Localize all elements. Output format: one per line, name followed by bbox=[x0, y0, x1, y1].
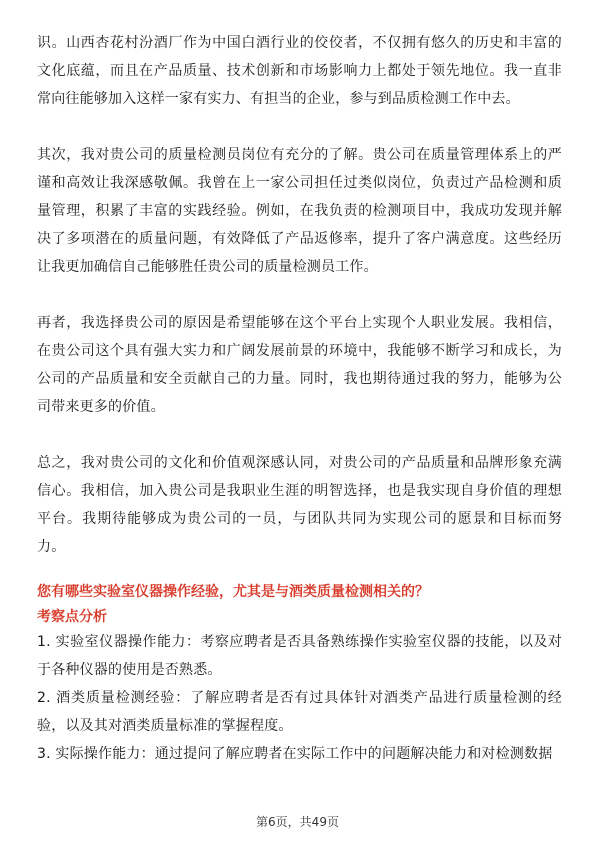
page-content bbox=[37, 29, 562, 768]
analysis-heading: 考察点分析 bbox=[37, 609, 107, 625]
paragraph-spacer bbox=[37, 281, 562, 309]
paragraph-career-development: 再者，我选择贵公司的原因是希望能够在这个平台上实现个人职业发展。我相信，在贵公司这个具有强大实力和广阔发展前景的环境中，我能够不断学习和成长，为公司的产品质量和安全贡献自己的力量。同时，我也期待通过我的努力，能够为公司带来更多的价值。 bbox=[37, 315, 562, 415]
paragraph-understanding: 其次，我对贵公司的质量检测员岗位有充分的了解。贵公司在质量管理体系上的严谨和高效让我深感敬佩。我曾在上一家公司担任过类似岗位，负责过产品检测和质量管理，积累了丰富的实践经验。例如，在我负责的检测项目中，我成功发现并解决了多项潜在的质量问题，有效降低了产品返修率，提升了客户满意度。这些经历让我更加确信自己能够胜任贵公司的质量检测员工作。 bbox=[37, 147, 562, 275]
paragraph-conclusion: 总之，我对贵公司的文化和价值观深感认同，对贵公司的产品质量和品牌形象充满信心。我相信，加入贵公司是我职业生涯的明智选择，也是我实现自身价值的理想平台。我期待能够成为贵公司的一员，与团队共同为实现公司的愿景和目标而努力。 bbox=[37, 455, 562, 555]
page-number-footer: 第6页，共49页 bbox=[256, 815, 339, 829]
analysis-item-lab-instruments: 1. 实验室仪器操作能力：考察应聘者是否具备熟练操作实验室仪器的技能，以及对于各种仪器的使用是否熟悉。 bbox=[37, 634, 562, 678]
paragraph-spacer bbox=[37, 113, 562, 141]
interview-question: 您有哪些实验室仪器操作经验，尤其是与酒类质量检测相关的？ bbox=[37, 584, 429, 600]
paragraph-spacer bbox=[37, 421, 562, 449]
paragraph-intro-continued: 识。山西杏花村汾酒厂作为中国白酒行业的佼佼者，不仅拥有悠久的历史和丰富的文化底蕴，而且在产品质量、技术创新和市场影响力上都处于领先地位。我一直非常向往能够加入这样一家有实力、有担当的企业，参与到品质检测工作中去。 bbox=[37, 35, 562, 107]
analysis-item-practical-ability: 3. 实际操作能力：通过提问了解应聘者在实际工作中的问题解决能力和对检测数据 bbox=[37, 746, 553, 762]
analysis-item-liquor-testing: 2. 酒类质量检测经验：了解应聘者是否有过具体针对酒类产品进行质量检测的经验，以及其对酒类质量标准的掌握程度。 bbox=[37, 690, 562, 734]
